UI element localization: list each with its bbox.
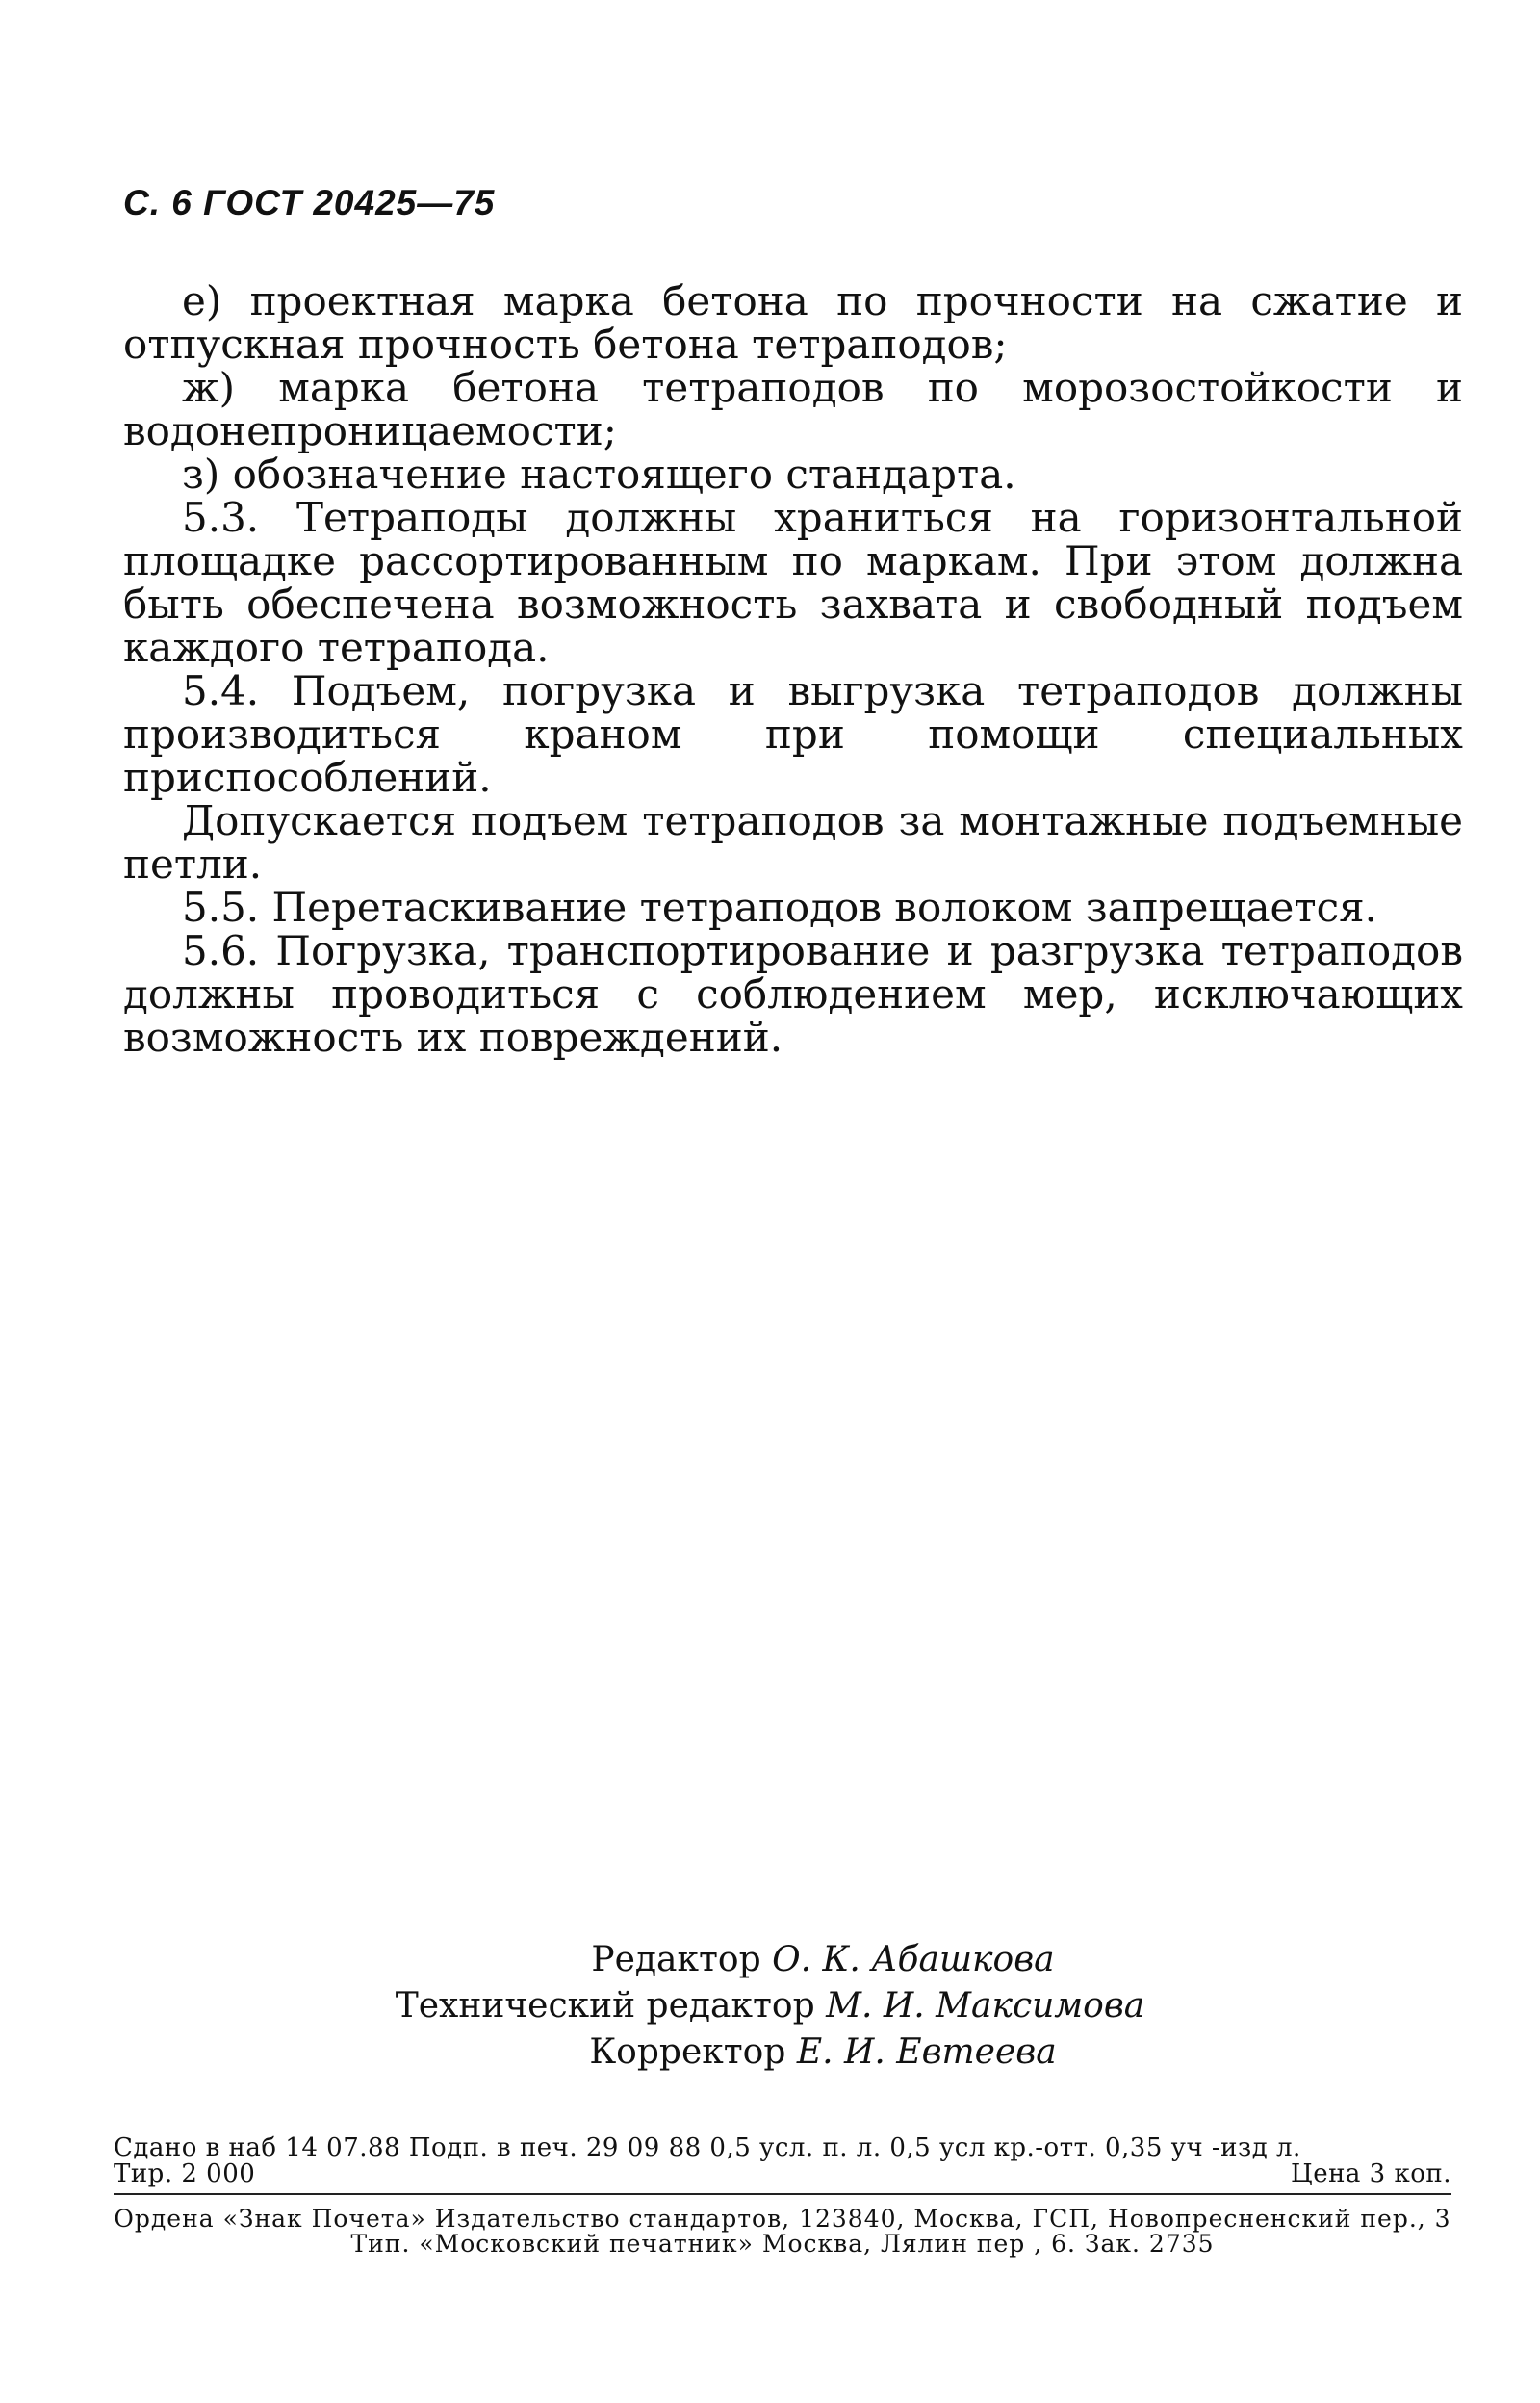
credit-tech-editor xyxy=(0,1983,1540,2029)
imprint-dates: Сдано в наб 14 07.88 Подп. в печ. 29 09 88 0,5 усл. п. л. 0,5 усл кр.-отт. 0,35 уч -изд л. xyxy=(114,2133,1301,2162)
body-text xyxy=(123,279,1463,1059)
credit-corrector xyxy=(106,2029,1540,2076)
credit-role: Редактор xyxy=(591,1940,761,1979)
printer-line: Тип. «Московский печатник» Москва, Лялин пер , 6. Зак. 2735 xyxy=(350,2230,1215,2258)
credit-editor xyxy=(106,1937,1540,1983)
credit-role: Технический редактор xyxy=(395,1986,815,2026)
credits xyxy=(0,1937,1540,2076)
paragraph: 5.3. Тетраподы должны храниться на горизонтальной площадке рассортированным по маркам. При этом должна быть обеспечена возможность захвата и свободный подъем каждого тетрапода. xyxy=(123,494,1463,671)
paragraph: 5.5. Перетаскивание тетраподов волоком запрещается. xyxy=(182,884,1377,931)
paragraph: 5.6. Погрузка, транспортирование и разгрузка тетраподов должны проводиться с соблюдением мер, исключающих возможность их повреждений. xyxy=(123,927,1463,1061)
imprint xyxy=(114,2135,1451,2187)
imprint-divider xyxy=(114,2193,1451,2195)
publisher-line: Ордена «Знак Почета» Издательство стандартов, 123840, Москва, ГСП, Новопресненский пер., 3 xyxy=(114,2205,1451,2233)
paragraph: е) проектная марка бетона по прочности на сжатие и отпускная прочность бетона тетраподов; xyxy=(123,277,1463,368)
credit-name: О. К. Абашкова xyxy=(772,1940,1055,1979)
paragraph: з) обозначение настоящего стандарта. xyxy=(182,451,1016,498)
imprint-row xyxy=(114,2135,1451,2161)
paragraph: ж) марка бетона тетраподов по морозостойкости и водонепроницаемости; xyxy=(123,364,1463,454)
paragraph: Допускается подъем тетраподов за монтажные подъемные петли. xyxy=(123,797,1463,888)
publisher-info xyxy=(114,2207,1451,2257)
page-header: С. 6 ГОСТ 20425—75 xyxy=(123,183,496,222)
paragraph: 5.4. Подъем, погрузка и выгрузка тетраподов должны производиться краном при помощи специальных приспособлений. xyxy=(123,667,1463,801)
credit-name: Е. И. Евтеева xyxy=(796,2032,1057,2072)
credit-name: М. И. Максимова xyxy=(826,1986,1145,2026)
credit-role: Корректор xyxy=(589,2032,786,2072)
imprint-print-run: Тир. 2 000 xyxy=(114,2159,256,2188)
imprint-price: Цена 3 коп. xyxy=(1291,2159,1451,2188)
imprint-row xyxy=(114,2161,1451,2187)
